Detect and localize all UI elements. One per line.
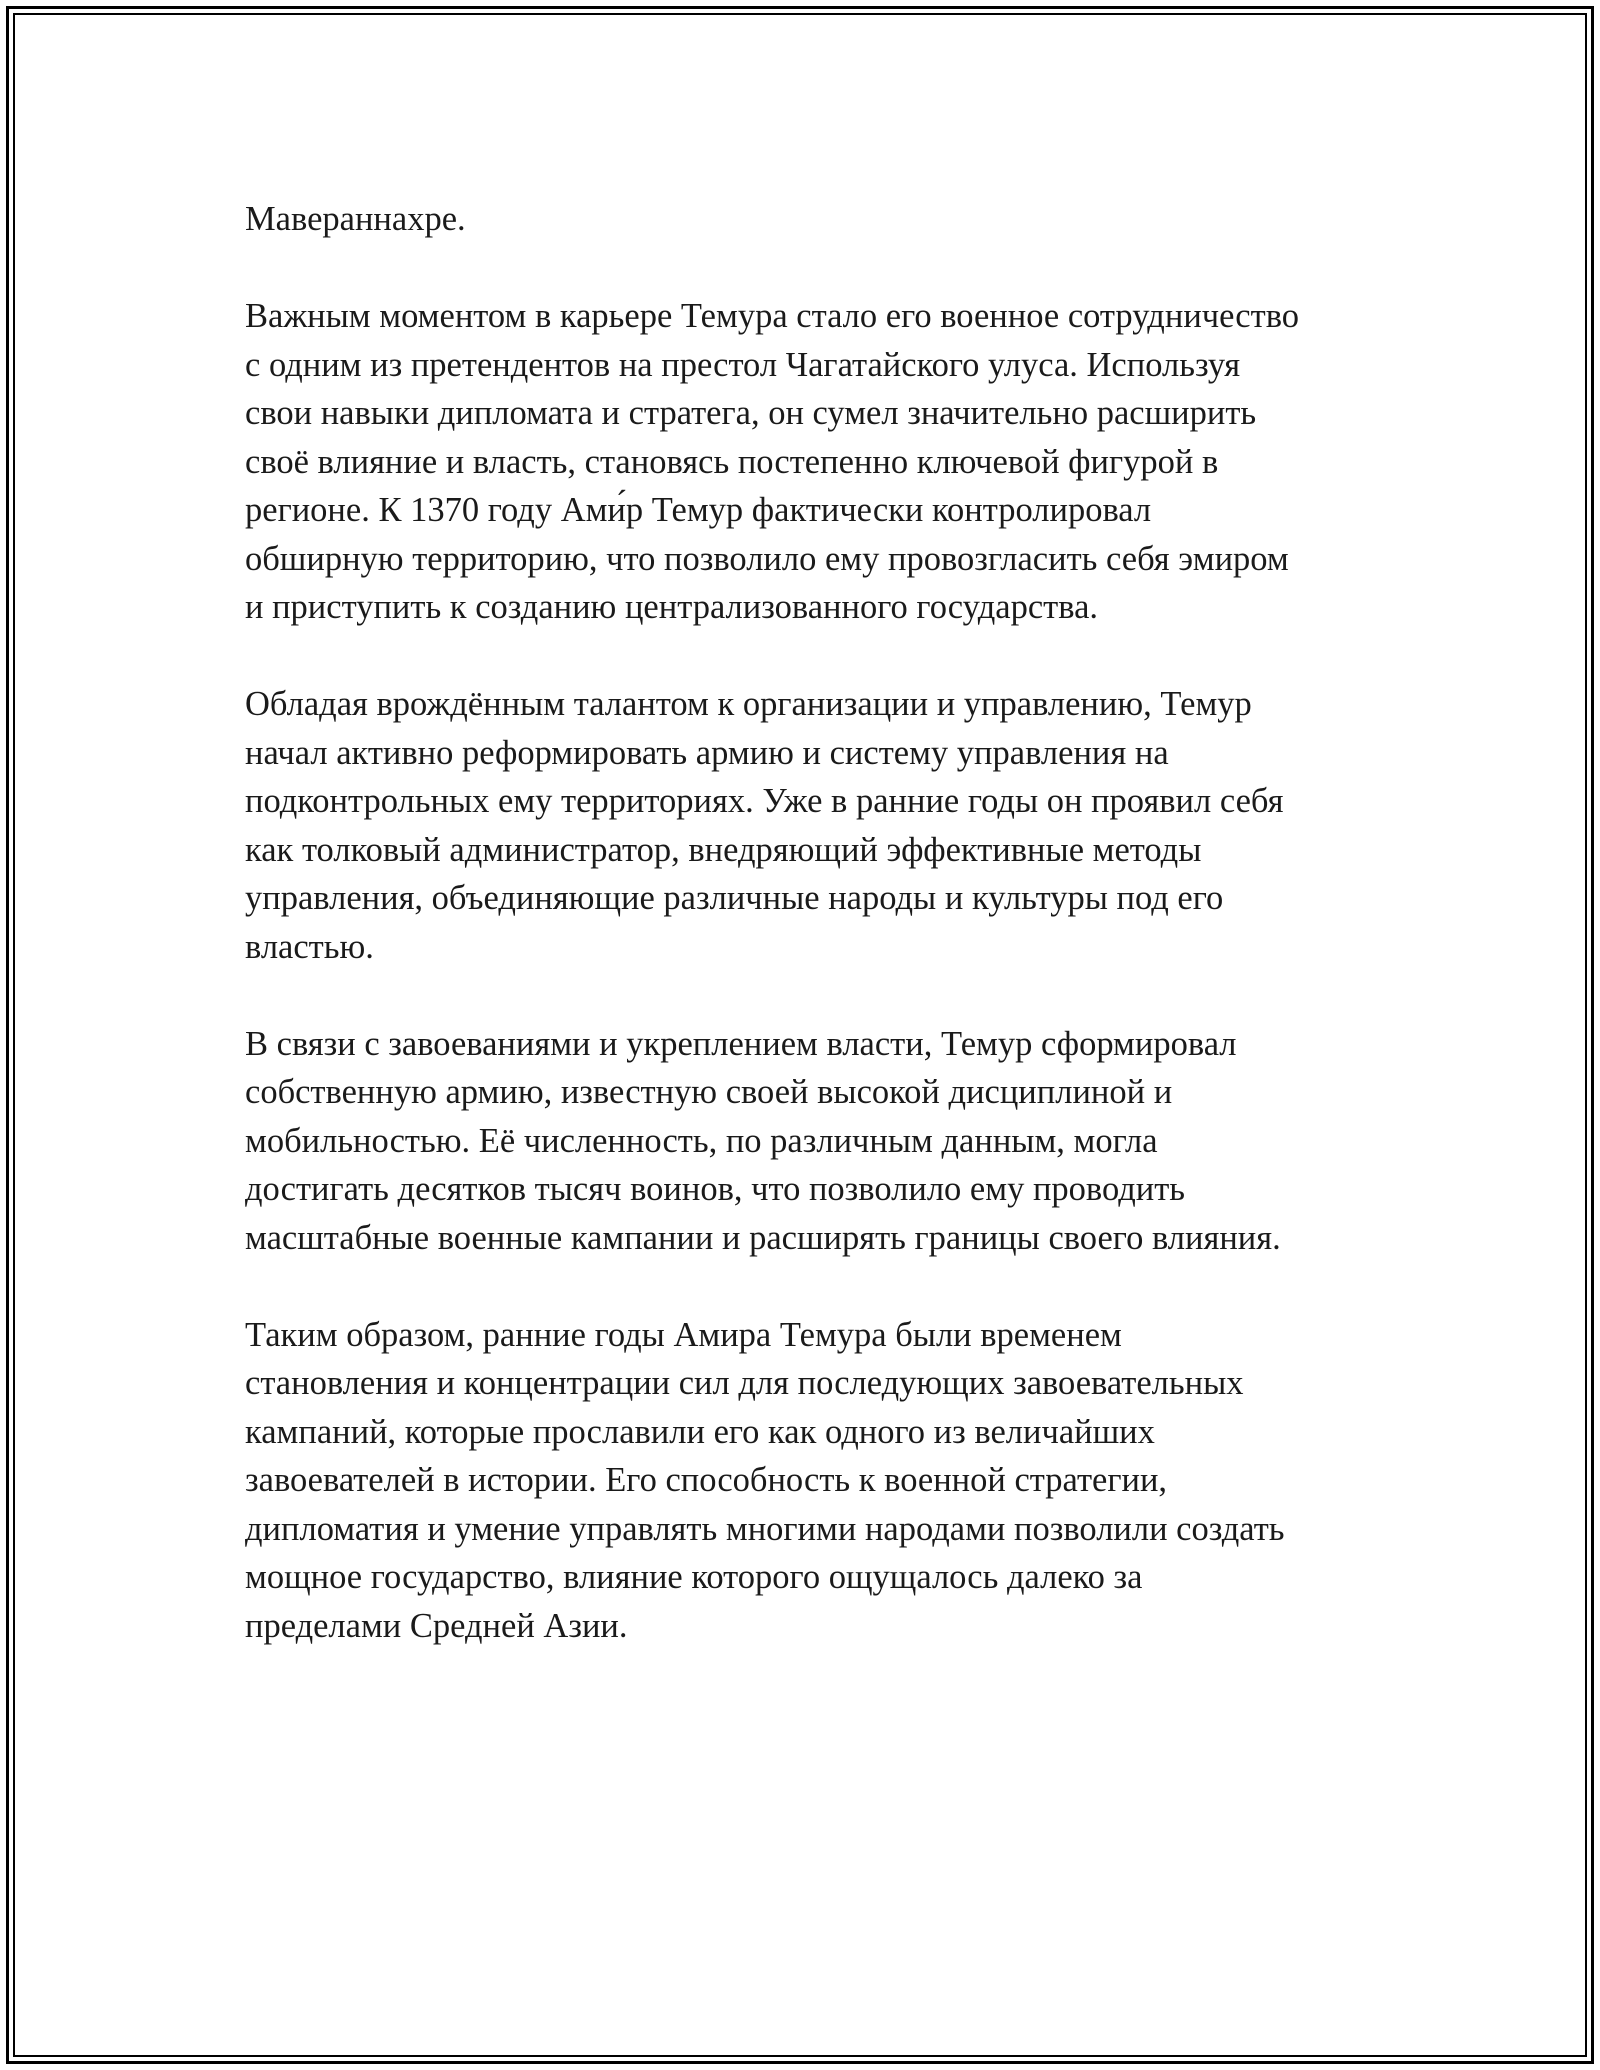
text-line: пределами Средней Азии. — [245, 1606, 628, 1645]
text-line: свои навыки дипломата и стратега, он сумел значительно расширить — [245, 394, 1257, 432]
text-line: мощное государство, влияние которого ощущалось далеко за — [245, 1558, 1143, 1596]
paragraph-1 — [245, 195, 1385, 244]
text-line: Мавераннахре. — [245, 200, 466, 238]
text-line: Таким образом, ранние годы Амира Темура были временем — [245, 1315, 1122, 1354]
page-frame — [6, 6, 1594, 2064]
document-body — [245, 195, 1385, 1699]
text-line: обширную территорию, что позволило ему провозгласить себя эмиром — [245, 539, 1289, 578]
text-line: управления, объединяющие различные народы и культуры под его — [245, 879, 1224, 917]
text-line: собственную армию, известную своей высокой дисциплиной и — [245, 1073, 1173, 1111]
paragraph-2 — [245, 292, 1385, 632]
text-line: становления и концентрации сил для последующих завоевательных — [245, 1364, 1244, 1402]
text-line: властью. — [245, 927, 374, 966]
text-line: своё влияние и власть, становясь постепенно ключевой фигурой в — [245, 442, 1219, 481]
text-line: мобильностью. Её численность, по различным данным, могла — [245, 1121, 1158, 1160]
text-line: дипломатия и умение управлять многими народами позволили создать — [245, 1509, 1285, 1548]
text-line: масштабные военные кампании и расширять границы своего влияния. — [245, 1218, 1281, 1257]
text-line: Важным моментом в карьере Темура стало его военное сотрудничество — [245, 297, 1300, 335]
text-line: кампаний, которые прославили его как одного из величайших — [245, 1412, 1155, 1451]
paragraph-4 — [245, 1020, 1385, 1263]
text-line: Обладая врождённым талантом к организации и управлению, Темур — [245, 685, 1252, 723]
paragraph-3 — [245, 680, 1385, 971]
text-line: и приступить к созданию централизованного государства. — [245, 588, 1099, 626]
text-line: регионе. К 1370 году Ами́р Темур фактически контролировал — [245, 491, 1152, 529]
text-line: достигать десятков тысяч воинов, что позволило ему проводить — [245, 1170, 1186, 1208]
text-line: начал активно реформировать армию и систему управления на — [245, 733, 1169, 772]
text-line: с одним из претендентов на престол Чагатайского улуса. Используя — [245, 345, 1241, 384]
text-line: завоевателей в истории. Его способность к военной стратегии, — [245, 1461, 1168, 1499]
paragraph-5 — [245, 1311, 1385, 1651]
text-line: подконтрольных ему территориях. Уже в ранние годы он проявил себя — [245, 782, 1284, 820]
text-line: как толковый администратор, внедряющий эффективные методы — [245, 830, 1202, 869]
text-line: В связи с завоеваниями и укреплением власти, Темур сформировал — [245, 1024, 1237, 1063]
